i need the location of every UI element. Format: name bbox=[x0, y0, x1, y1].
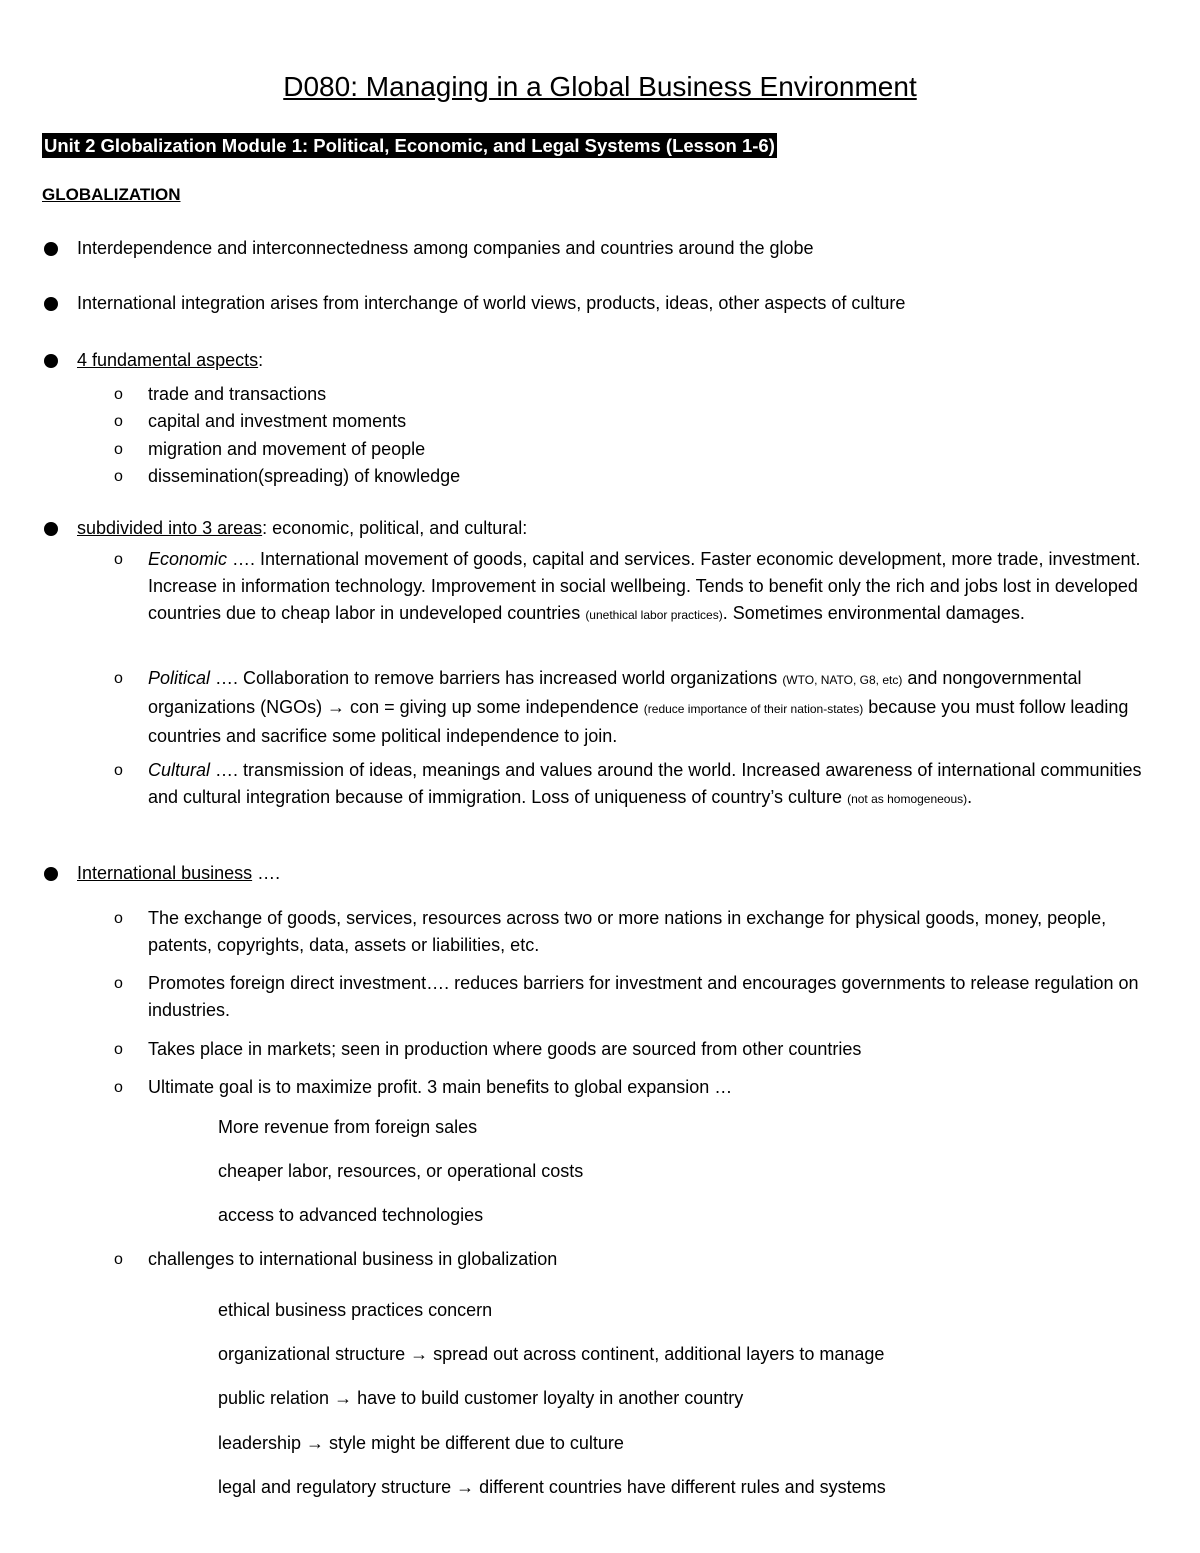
economic-label: Economic bbox=[148, 549, 228, 569]
cultural-paragraph bbox=[148, 757, 1158, 813]
political-note-2: (reduce importance of their nation-states) bbox=[643, 702, 864, 716]
sub-bullet-marker: o bbox=[114, 1041, 123, 1058]
cultural-note: (not as homogeneous) bbox=[847, 792, 968, 806]
bullet-text bbox=[77, 515, 527, 542]
benefit-item: cheaper labor, resources, or operational costs bbox=[218, 1161, 584, 1181]
sub-bullet-marker: o bbox=[114, 670, 123, 687]
challenges-heading: challenges to international business in globalization bbox=[148, 1249, 558, 1269]
three-areas-rest: : economic, political, and cultural: bbox=[262, 518, 528, 538]
bullet-dot bbox=[44, 242, 58, 256]
political-text: …. Collaboration to remove barriers has increased world organizations bbox=[210, 668, 783, 688]
bullet-text bbox=[77, 347, 263, 374]
international-business-rest: …. bbox=[252, 863, 281, 883]
bullet-text: International integration arises from interchange of world views, products, ideas, other aspects of culture bbox=[77, 293, 906, 313]
political-label: Political bbox=[148, 668, 211, 688]
sub-bullet-marker: o bbox=[114, 910, 123, 927]
sub-bullet-text: capital and investment moments bbox=[148, 411, 407, 431]
fundamental-aspects-label: 4 fundamental aspects bbox=[77, 350, 259, 370]
bullet-text: Interdependence and interconnectedness among companies and countries around the globe bbox=[77, 238, 814, 258]
economic-paragraph bbox=[148, 546, 1158, 629]
bullet-dot bbox=[44, 297, 58, 311]
sub-bullet-marker: o bbox=[114, 762, 123, 779]
sub-bullet-text: migration and movement of people bbox=[148, 439, 426, 459]
three-areas-label: subdivided into 3 areas bbox=[77, 518, 263, 538]
bullet-dot bbox=[44, 522, 58, 536]
ib-item: Takes place in markets; seen in production where goods are sourced from other countries bbox=[148, 1039, 862, 1059]
benefit-item: More revenue from foreign sales bbox=[218, 1117, 478, 1137]
ib-item: The exchange of goods, services, resources across two or more nations in exchange for physical goods, money, people, patents, copyrights, data, assets or liabilities, etc. bbox=[148, 908, 1107, 955]
page-title: D080: Managing in a Global Business Environment bbox=[283, 71, 917, 102]
ib-item: Ultimate goal is to maximize profit. 3 main benefits to global expansion … bbox=[148, 1077, 733, 1097]
political-paragraph bbox=[148, 665, 1158, 750]
international-business-label: International business bbox=[77, 863, 253, 883]
sub-bullet-marker: o bbox=[114, 975, 123, 992]
bullet-text bbox=[77, 860, 280, 887]
colon: : bbox=[258, 350, 264, 370]
cultural-label: Cultural bbox=[148, 760, 211, 780]
benefit-item: access to advanced technologies bbox=[218, 1205, 484, 1225]
political-text-2: and nongovernmental organizations (NGOs) → con = giving up some independence bbox=[148, 668, 1082, 717]
sub-bullet-marker: o bbox=[114, 1251, 123, 1268]
bullet-dot bbox=[44, 867, 58, 881]
challenge-item: organizational structure → spread out across continent, additional layers to manage bbox=[218, 1344, 885, 1364]
political-note: (WTO, NATO, G8, etc) bbox=[782, 673, 903, 687]
sub-bullet-marker: o bbox=[114, 468, 123, 485]
ib-item: Promotes foreign direct investment…. reduces barriers for investment and encourages governments to release regulation on industries. bbox=[148, 973, 1139, 1020]
challenge-item: leadership → style might be different due to culture bbox=[218, 1433, 624, 1453]
political-text-3: because you must follow leading countries and sacrifice some political independence to join. bbox=[148, 697, 1129, 746]
unit-heading: Unit 2 Globalization Module 1: Political, Economic, and Legal Systems (Lesson 1-6) bbox=[44, 135, 775, 156]
cultural-text: …. transmission of ideas, meanings and values around the world. Increased awareness of international communities and cultural integration because of immigration. Loss of uniqueness of country’s culture bbox=[148, 760, 1142, 807]
sub-bullet-text: trade and transactions bbox=[148, 384, 327, 404]
economic-note: (unethical labor practices) bbox=[585, 608, 723, 622]
sub-bullet-marker: o bbox=[114, 386, 123, 403]
cultural-text-end: . bbox=[967, 787, 973, 807]
sub-bullet-marker: o bbox=[114, 441, 123, 458]
sub-bullet-marker: o bbox=[114, 413, 123, 430]
challenge-item: legal and regulatory structure → different countries have different rules and systems bbox=[218, 1477, 886, 1497]
sub-bullet-marker: o bbox=[114, 1079, 123, 1096]
economic-text: …. International movement of goods, capital and services. Faster economic development, more trade, investment. Increase in information technology. Improvement in social wellbeing. Tends to benefit only the rich and jobs lost in developed countries due to cheap labor in undeveloped countries bbox=[148, 549, 1141, 623]
challenge-item: ethical business practices concern bbox=[218, 1300, 493, 1320]
economic-text-end: . Sometimes environmental damages. bbox=[722, 603, 1025, 623]
sub-bullet-text: dissemination(spreading) of knowledge bbox=[148, 466, 461, 486]
sub-bullet-marker: o bbox=[114, 551, 123, 568]
challenge-item: public relation → have to build customer loyalty in another country bbox=[218, 1388, 744, 1408]
section-heading: GLOBALIZATION bbox=[42, 185, 181, 204]
bullet-dot bbox=[44, 354, 58, 368]
